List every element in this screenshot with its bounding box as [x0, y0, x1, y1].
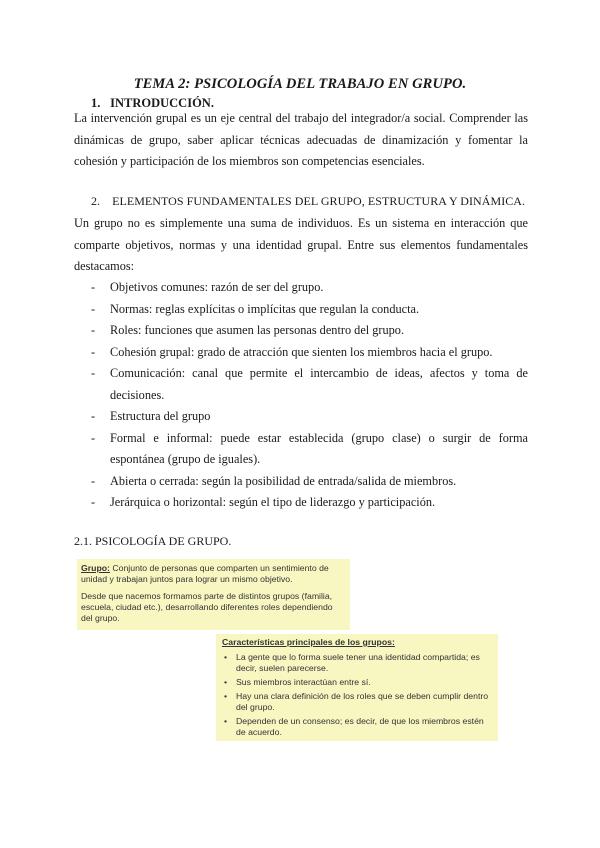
section-1-title: INTRODUCCIÓN. — [110, 96, 214, 110]
list-item: - Jerárquica o horizontal: según el tipo de liderazgo y participación. — [74, 492, 528, 514]
dash-bullet: - — [91, 280, 96, 294]
dash-bullet: - — [91, 366, 96, 380]
bullet-icon: • — [224, 691, 228, 701]
dash-bullet: - — [91, 409, 96, 423]
bullet-icon: • — [224, 652, 228, 662]
dash-bullet: - — [91, 344, 96, 359]
section-2-title: ELEMENTOS FUNDAMENTALES DEL GRUPO, ESTRUCTURA Y DINÁMICA. — [112, 194, 526, 208]
list-item: - Normas: reglas explícitas o implícitas que regulan la conducta. — [74, 299, 528, 321]
list-item: • La gente que lo forma suele tener una identidad compartida; es decir, suelen parecerse. — [224, 652, 480, 673]
list-item: • Hay una clara definición de los roles que se deben cumplir dentro del grupo. — [224, 691, 489, 712]
dash-bullet: - — [91, 473, 96, 488]
dash-bullet: - — [91, 323, 96, 337]
dash-bullet: - — [91, 495, 96, 509]
bullet-icon: • — [224, 677, 228, 687]
elements-list — [74, 277, 528, 514]
list-item: - Estructura del grupo — [74, 406, 528, 428]
group-term: Grupo: — [81, 563, 110, 573]
group-characteristics-box — [216, 634, 498, 741]
list-item: - Objetivos comunes: razón de ser del grupo. — [74, 277, 528, 299]
group-definition-box — [77, 559, 350, 630]
section-2-heading — [91, 194, 525, 209]
list-item: • Dependen de un consenso; es decir, de que los miembros estén de acuerdo. — [224, 716, 484, 737]
group-definition: Grupo: Conjunto de personas que comparten un sentimiento de unidad y trabajan juntos para lograr un mismo objetivo. — [81, 563, 329, 584]
list-item: - Comunicación: canal que permite el intercambio de ideas, afectos y toma de decisiones. — [74, 363, 528, 406]
section-2-paragraph: Un grupo no es simplemente una suma de individuos. Es un sistema en interacción que comparte objetivos, normas y una identidad grupal. Entre sus elementos fundamentales destacamos: — [74, 216, 528, 273]
section-1-paragraph: La intervención grupal es un eje central del trabajo del integrador/a social. Comprender las dinámicas de grupo, saber aplicar técnicas adecuadas de dinamización y fomentar la cohesión y participación de los miembros son competencias esenciales. — [74, 111, 528, 168]
section-2-number: 2. — [91, 194, 101, 208]
dash-bullet: - — [91, 430, 96, 445]
bullet-icon: • — [224, 716, 228, 726]
list-item: - Cohesión grupal: grado de atracción que sienten los miembros hacia el grupo. — [74, 342, 528, 364]
document-title: TEMA 2: PSICOLOGÍA DEL TRABAJO EN GRUPO. — [133, 76, 467, 92]
section-1-number: 1. — [91, 96, 101, 110]
list-item: - Formal e informal: puede estar establecida (grupo clase) o surgir de forma espontánea (grupo de iguales). — [74, 428, 528, 471]
list-item: - Roles: funciones que asumen las personas dentro del grupo. — [74, 320, 528, 342]
group-membership-text: Desde que nacemos formamos parte de distintos grupos (familia, escuela, ciudad etc.), desarrollando diferentes roles dependiendo del grupo. — [81, 591, 333, 623]
list-item: • Sus miembros interactúan entre sí. — [224, 677, 371, 687]
section-2-1-heading: 2.1. PSICOLOGÍA DE GRUPO. — [74, 534, 232, 548]
dash-bullet: - — [91, 301, 96, 316]
characteristics-list — [222, 652, 492, 738]
characteristics-title: Características principales de los grupos: — [222, 637, 395, 647]
list-item: - Abierta o cerrada: según la posibilidad de entrada/salida de miembros. — [74, 471, 528, 493]
